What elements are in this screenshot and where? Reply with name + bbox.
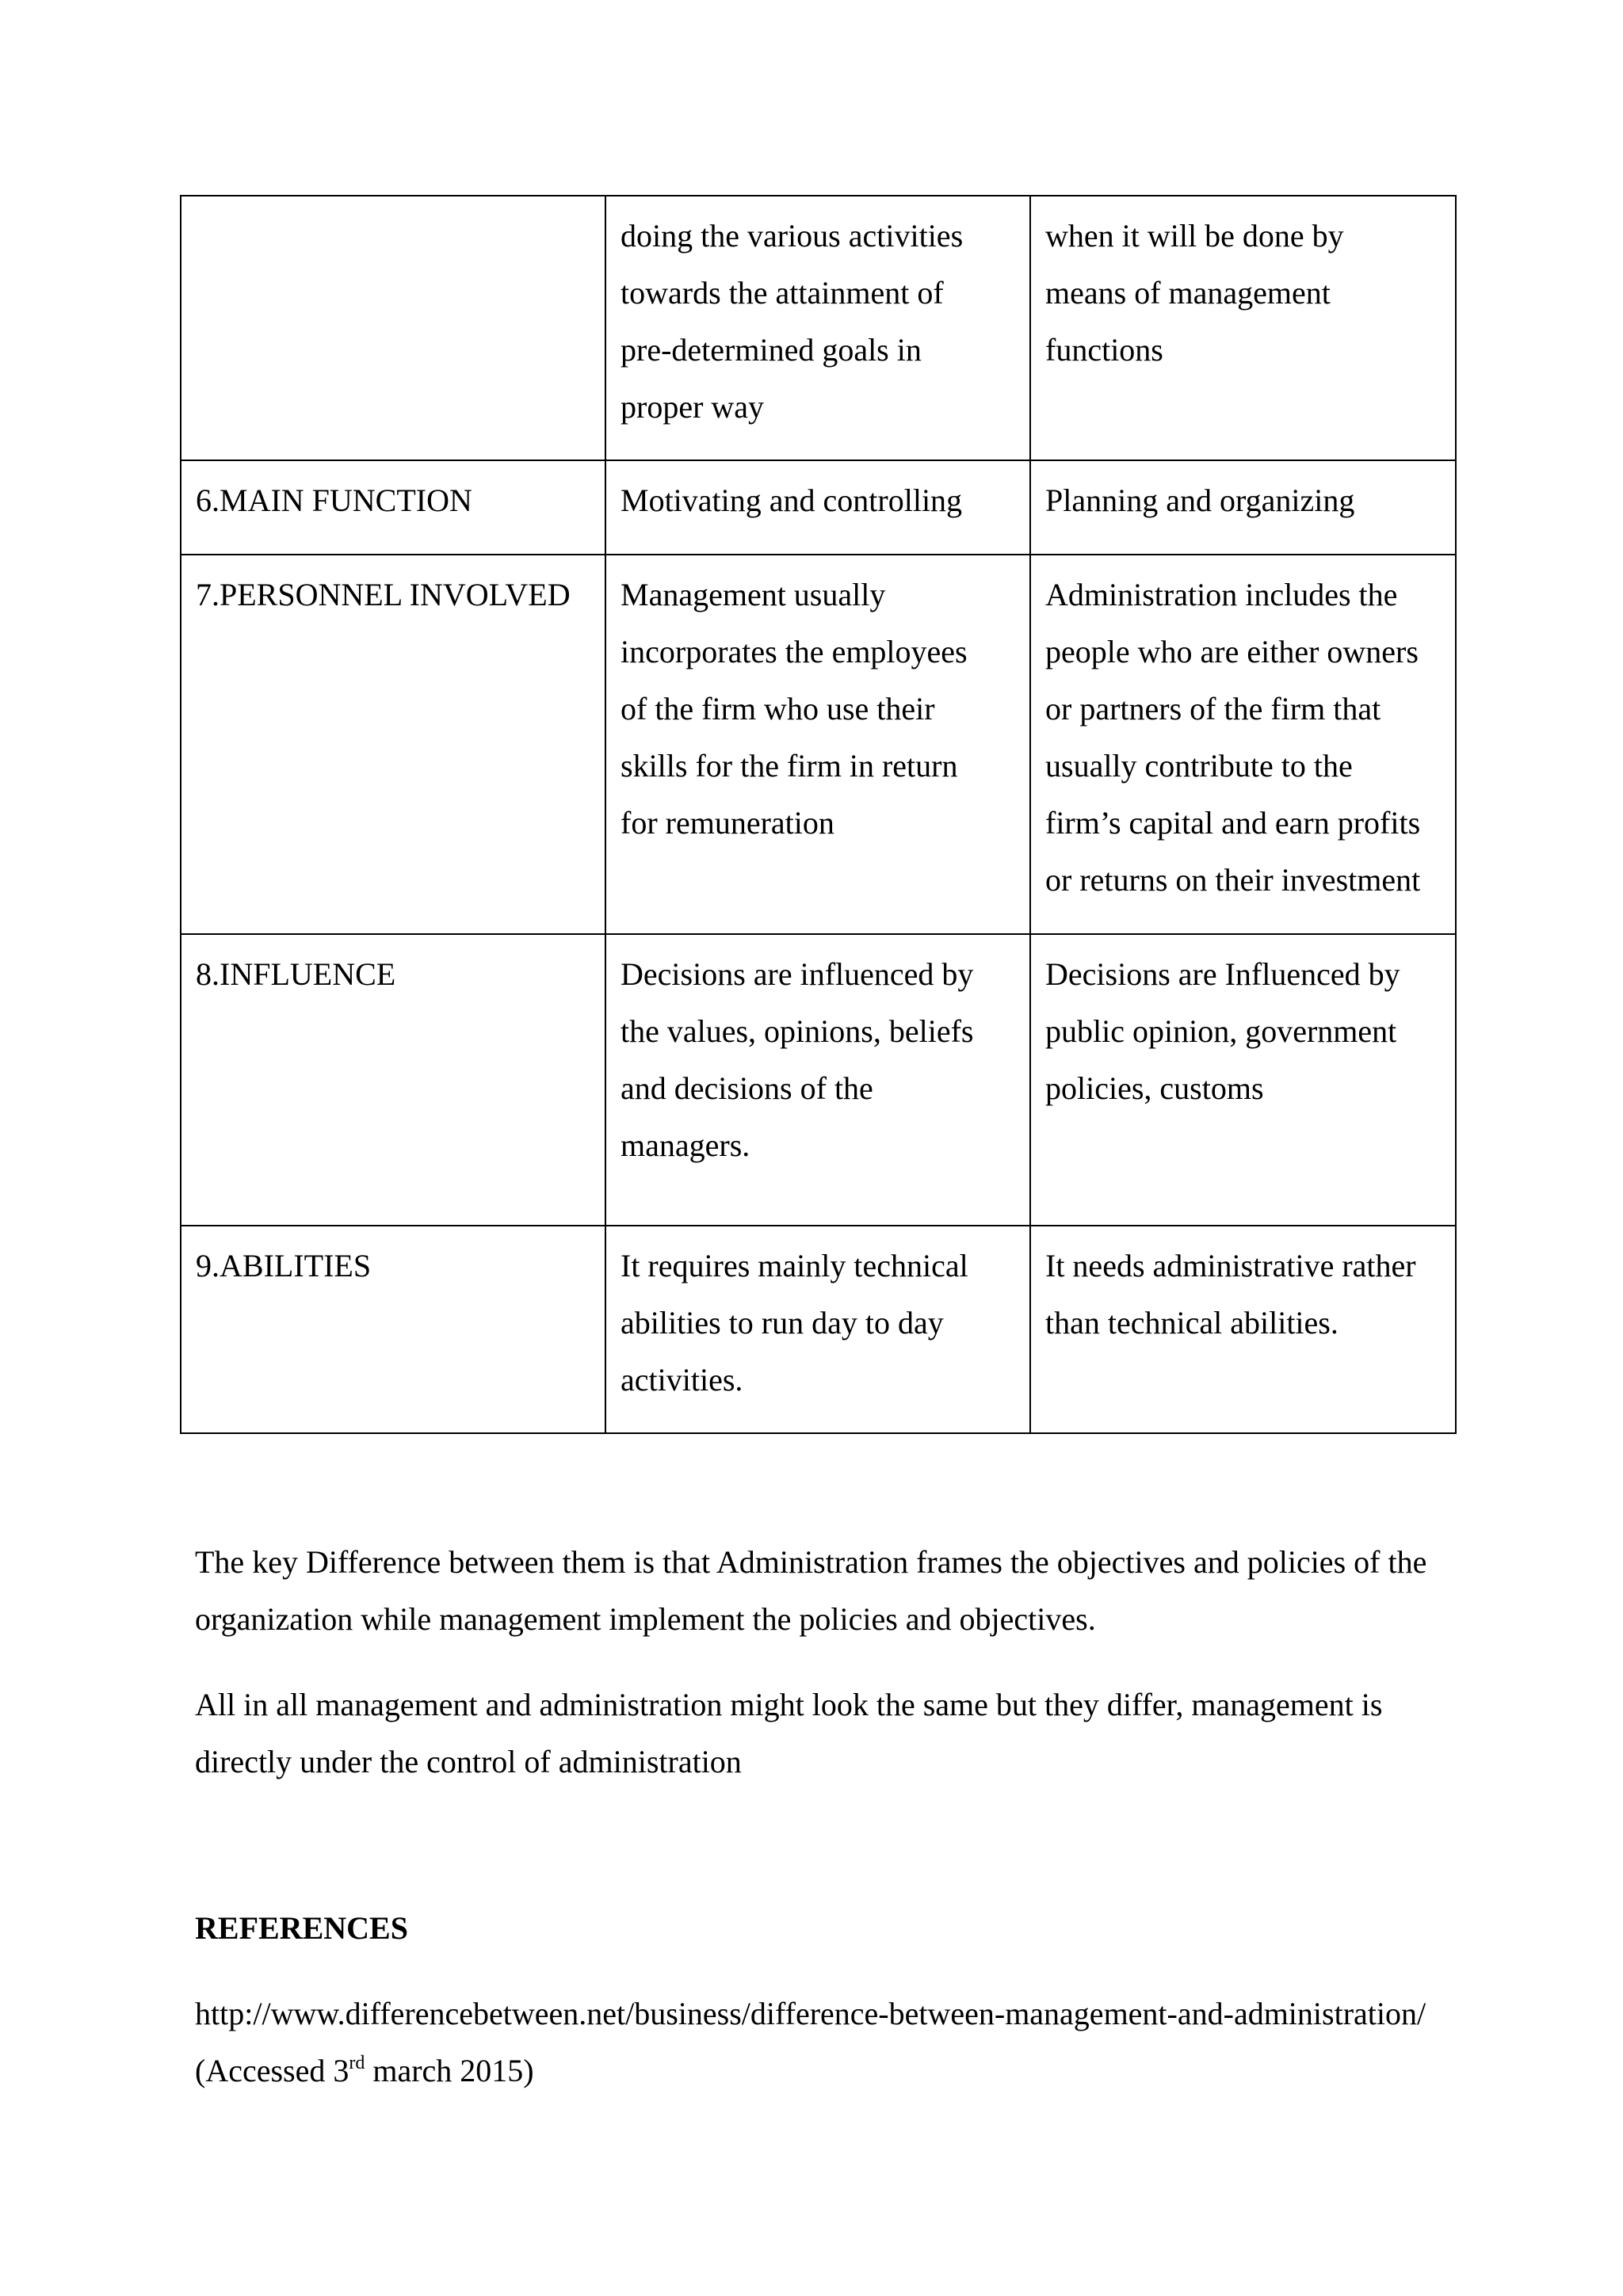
table-row <box>181 1226 1456 1433</box>
reference-entry <box>195 1985 1455 2100</box>
references-heading: REFERENCES <box>195 1910 408 1946</box>
aspect-cell <box>181 196 605 460</box>
aspect-cell: 6.MAIN FUNCTION <box>181 460 605 555</box>
aspect-cell: 7.PERSONNEL INVOLVED <box>181 555 605 934</box>
conclusion-paragraph: All in all management and administration might look the same but they differ, management is directly under the control of administration <box>195 1687 1383 1779</box>
administration-cell: Planning and organizing <box>1030 460 1456 555</box>
comparison-table <box>180 195 1457 1434</box>
key-difference-paragraph: The key Difference between them is that Administration frames the objectives and policies of the organization while management implement the policies and objectives. <box>195 1544 1427 1637</box>
management-cell: doing the various activities towards the attainment of pre-determined goals in proper way <box>605 196 1030 460</box>
table-row <box>181 555 1456 934</box>
reference-url: http://www.differencebetween.net/business/difference-between-management-and-administration/ <box>195 1996 1426 2031</box>
administration-cell: when it will be done by means of management functions <box>1030 196 1456 460</box>
reference-access-prefix: (Accessed 3 <box>195 2053 349 2088</box>
administration-cell: Administration includes the people who are either owners or partners of the firm that usually contribute to the firm’s capital and earn profits or returns on their investment <box>1030 555 1456 934</box>
aspect-cell: 9.ABILITIES <box>181 1226 605 1433</box>
table-row <box>181 460 1456 555</box>
management-cell: It requires mainly technical abilities to run day to day activities. <box>605 1226 1030 1433</box>
management-cell: Management usually incorporates the employees of the firm who use their skills for the firm in return for remuneration <box>605 555 1030 934</box>
reference-access-suffix: march 2015) <box>365 2053 534 2088</box>
aspect-cell: 8.INFLUENCE <box>181 934 605 1226</box>
administration-cell: It needs administrative rather than technical abilities. <box>1030 1226 1456 1433</box>
reference-access-ordinal: rd <box>349 2053 365 2073</box>
administration-cell: Decisions are Influenced by public opinion, government policies, customs <box>1030 934 1456 1226</box>
management-cell: Decisions are influenced by the values, opinions, beliefs and decisions of the managers. <box>605 934 1030 1226</box>
management-cell: Motivating and controlling <box>605 460 1030 555</box>
table-row <box>181 934 1456 1226</box>
table-row <box>181 196 1456 460</box>
